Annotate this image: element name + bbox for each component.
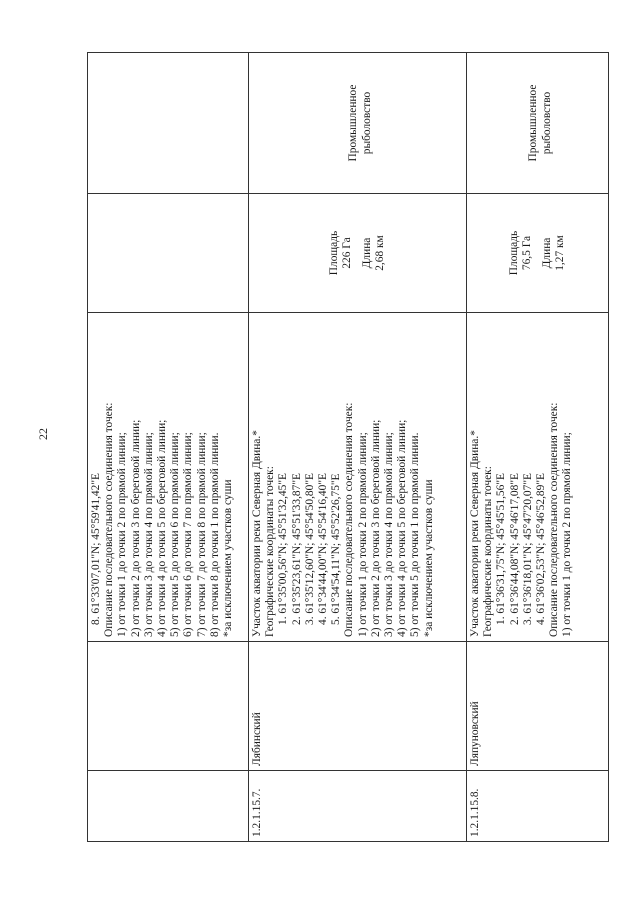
area-size-cell — [249, 194, 467, 313]
area-value: 76,5 Га — [521, 235, 534, 271]
description-line: 1. 61°35'00,56"N; 45°51'32,45"E — [277, 473, 290, 625]
description-line: 3. 61°36'18,01"N; 45°47'20,07"E — [521, 473, 534, 625]
description-line: 1) от точки 1 до точки 2 по прямой линии; — [356, 432, 369, 637]
description-line: 2) от точки 2 до точки 3 по береговой линии; — [369, 419, 382, 637]
area-label: Площадь — [328, 230, 341, 276]
description-line: 5. 61°34'54,11"N; 45°52'26,75"E — [330, 473, 343, 625]
description-line: Участок акватории реки Северная Двина.* — [251, 430, 263, 637]
description-line: 8) от точки 8 до точки 1 по прямой линии. — [208, 432, 221, 637]
length-value: 1,27 км — [553, 235, 566, 271]
description-line: Описание последовательного соединения точек: — [343, 402, 356, 637]
area-size-cell — [467, 194, 609, 313]
row-number-cell — [88, 771, 249, 842]
description-line: 4) от точки 4 до точки 5 по береговой линии; — [156, 419, 169, 637]
length-label: Длина — [540, 237, 553, 269]
description-line: Описание последовательного соединения точек: — [103, 402, 116, 637]
area-name-cell: Лябинский — [249, 642, 467, 771]
description-line: 4. 61°36'02,53"N; 45°46'52,89"E — [535, 473, 548, 625]
table-row — [88, 53, 249, 842]
description-line: Географические координаты точек: — [482, 466, 495, 637]
description-line: 7) от точки 7 до точки 8 по прямой линии; — [195, 432, 208, 637]
description-line: Географические координаты точек: — [264, 466, 277, 637]
description-line: 5) от точки 5 до точки 6 по прямой линии; — [169, 432, 182, 637]
usage-cell — [88, 53, 249, 194]
description-line: 5) от точки 5 до точки 1 по прямой линии. — [409, 432, 422, 637]
description-line: 2. 61°35'23,61"N; 45°51'33,87"E — [290, 473, 303, 625]
description-line: Участок акватории реки Северная Двина.* — [469, 430, 481, 637]
area-label: Площадь — [508, 230, 521, 276]
rotated-table-wrapper — [87, 52, 575, 842]
description-line: 2. 61°36'44,08"N; 45°46'17,08"E — [508, 473, 521, 625]
usage-cell: Промышленное рыболовство — [467, 53, 609, 194]
description-line: 6) от точки 6 до точки 7 по прямой линии; — [182, 432, 195, 637]
length-value: 2,68 км — [373, 235, 386, 271]
usage-cell: Промышленное рыболовство — [249, 53, 467, 194]
description-line: 1) от точки 1 до точки 2 по прямой линии; — [116, 432, 129, 637]
table-row — [249, 53, 467, 842]
description-line: Описание последовательного соединения точек: — [548, 402, 561, 637]
page-number: 22 — [36, 428, 50, 440]
row-number-cell: 1.2.1.15.8. — [467, 771, 609, 842]
fishing-areas-table — [87, 52, 609, 842]
row-number-cell: 1.2.1.15.7. — [249, 771, 467, 842]
area-description-cell — [88, 313, 249, 642]
description-line: *за исключением участков суши — [422, 479, 435, 637]
description-line: 1. 61°36'31,75"N; 45°45'51,56"E — [495, 473, 508, 625]
length-label: Длина — [360, 237, 373, 269]
area-description-cell — [467, 313, 609, 642]
description-line: 4) от точки 4 до точки 5 по береговой линии; — [396, 419, 409, 637]
area-description-cell — [249, 313, 467, 642]
area-name-cell — [88, 642, 249, 771]
description-line: 3) от точки 3 до точки 4 по прямой линии; — [383, 432, 396, 637]
description-line: 2) от точки 2 до точки 3 по береговой линии; — [129, 419, 142, 637]
table-row — [467, 53, 609, 842]
description-line: 3. 61°35'12,60"N; 45°54'50,80"E — [303, 473, 316, 625]
description-line: 1) от точки 1 до точки 2 по прямой линии; — [561, 432, 574, 637]
description-line: *за исключением участков суши — [222, 479, 235, 637]
area-value: 226 Га — [341, 237, 354, 269]
description-line: 4. 61°34'44,00"N; 45°54'16,40"E — [317, 473, 330, 625]
area-size-cell — [88, 194, 249, 313]
description-line: 8. 61°33'07,01"N; 45°59'41,42"E — [90, 473, 102, 625]
area-name-cell: Ляпуновский — [467, 642, 609, 771]
description-line: 3) от точки 3 до точки 4 по прямой линии; — [142, 432, 155, 637]
